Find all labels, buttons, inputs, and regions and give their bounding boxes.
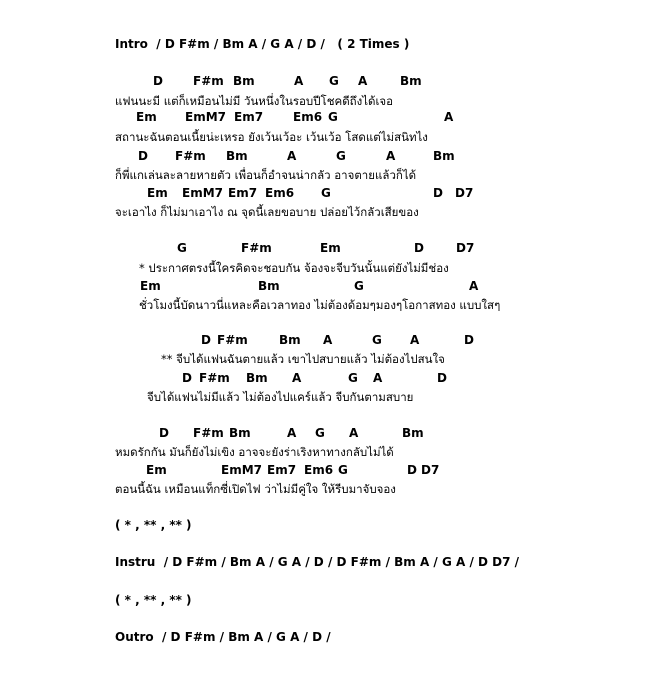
chord: Bm bbox=[226, 149, 248, 163]
lyric-line: จีบได้แฟนไม่มีแล้ว ไม่ต้องไปแคร์แล้ว จีบกันตามสบาย bbox=[147, 390, 414, 404]
lyric-line: แฟนนะมี แต่ก็เหมือนไม่มี วันหนึ่งในรอบปีโชคดีถึงได้เจอ bbox=[115, 94, 394, 108]
chord: Em7 bbox=[228, 186, 258, 200]
chord: D7 bbox=[421, 463, 440, 477]
chord: Em bbox=[320, 241, 341, 255]
chord: EmM7 bbox=[185, 110, 226, 124]
chord: A bbox=[386, 149, 396, 163]
chord: Em bbox=[147, 186, 168, 200]
chord: Bm bbox=[258, 279, 280, 293]
chord: EmM7 bbox=[221, 463, 262, 477]
chord: A bbox=[287, 426, 297, 440]
repeat-line: ( * , ** , ** ) bbox=[115, 593, 192, 607]
chord: D bbox=[138, 149, 148, 163]
chord: A bbox=[373, 371, 383, 385]
chord: Em6 bbox=[304, 463, 334, 477]
chord: Bm bbox=[246, 371, 268, 385]
chord: G bbox=[338, 463, 348, 477]
intro-line: Intro / D F#m / Bm A / G A / D / ( 2 Times ) bbox=[115, 37, 410, 51]
chord: F#m bbox=[193, 74, 224, 88]
lyric-line: * ประกาศตรงนี้ใครคิดจะชอบกัน จ้องจะจีบวันนั้นแต่ยังไม่มีช่อง bbox=[139, 261, 449, 275]
chord: F#m bbox=[217, 333, 248, 347]
lyric-line: ตอนนี้ฉัน เหมือนแท็กซี่เปิดไฟ ว่าไม่มีคู่ใจ ให้รีบมาจับจอง bbox=[115, 482, 396, 496]
chord: Em6 bbox=[265, 186, 295, 200]
chord: A bbox=[358, 74, 368, 88]
chord: D7 bbox=[456, 241, 475, 255]
chord: A bbox=[294, 74, 304, 88]
lyric-line: หมดรักกัน มันก็ยังไม่เขิง อาจจะยังร่าเริงหาทางกลับไม่ได้ bbox=[115, 445, 394, 459]
chord: D bbox=[437, 371, 447, 385]
repeat-line: ( * , ** , ** ) bbox=[115, 518, 192, 532]
chord: A bbox=[469, 279, 479, 293]
lyric-line: สถานะฉันตอนเนี้ยน่ะเหรอ ยังเว้นเว้อะ เว้นเว้อ โสดแต่ไม่สนิทไง bbox=[115, 130, 428, 144]
chord: Bm bbox=[229, 426, 251, 440]
chord: D bbox=[153, 74, 163, 88]
chord: Em6 bbox=[293, 110, 323, 124]
chord: Em bbox=[136, 110, 157, 124]
chord: Bm bbox=[279, 333, 301, 347]
chord: Em bbox=[140, 279, 161, 293]
chord: G bbox=[177, 241, 187, 255]
chord: D bbox=[414, 241, 424, 255]
chord: Bm bbox=[233, 74, 255, 88]
lyric-line: ชั่วโมงนี้บัดนาวนี่แหละคือเวลาทอง ไม่ต้องด้อมๆมองๆโอกาสทอง แบบใสๆ bbox=[139, 298, 501, 312]
chord: D bbox=[433, 186, 443, 200]
chord: D7 bbox=[455, 186, 474, 200]
lyric-line: ** จีบได้แฟนฉันตายแล้ว เขาไปสบายแล้ว ไม่ต้องไปสนใจ bbox=[161, 352, 445, 366]
chord: A bbox=[292, 371, 302, 385]
chord: A bbox=[287, 149, 297, 163]
instru-line: Instru / D F#m / Bm A / G A / D / D F#m / Bm A / G A / D D7 / bbox=[115, 555, 520, 569]
chord: G bbox=[336, 149, 346, 163]
chord: Bm bbox=[402, 426, 424, 440]
outro-line: Outro / D F#m / Bm A / G A / D / bbox=[115, 630, 331, 644]
chord: Em7 bbox=[234, 110, 264, 124]
lyric-line: จะเอาไง ก็ไม่มาเอาไง ณ จุดนี้เลยขอบาย ปล่อยไว้กลัวเสียของ bbox=[115, 205, 419, 219]
chord: G bbox=[348, 371, 358, 385]
chord: F#m bbox=[199, 371, 230, 385]
chord: A bbox=[410, 333, 420, 347]
chord: Bm bbox=[433, 149, 455, 163]
chord: D bbox=[182, 371, 192, 385]
chord: D bbox=[159, 426, 169, 440]
chord: D bbox=[464, 333, 474, 347]
chord: A bbox=[349, 426, 359, 440]
chord: Em bbox=[146, 463, 167, 477]
chord: G bbox=[329, 74, 339, 88]
chord: D bbox=[407, 463, 417, 477]
chord: F#m bbox=[193, 426, 224, 440]
chord: A bbox=[323, 333, 333, 347]
chord: G bbox=[315, 426, 325, 440]
chord: F#m bbox=[241, 241, 272, 255]
chord: Bm bbox=[400, 74, 422, 88]
chord: A bbox=[444, 110, 454, 124]
chord: Em7 bbox=[267, 463, 297, 477]
chord: G bbox=[354, 279, 364, 293]
chord: EmM7 bbox=[182, 186, 223, 200]
chord: G bbox=[321, 186, 331, 200]
chord: D bbox=[201, 333, 211, 347]
lyric-line: ก็พี่แกเล่นละลายหายตัว เพื่อนก็อำจนน่ากลัว อาจตายแล้วก็ได้ bbox=[115, 168, 417, 182]
chord: G bbox=[328, 110, 338, 124]
chord: G bbox=[372, 333, 382, 347]
chord: F#m bbox=[175, 149, 206, 163]
